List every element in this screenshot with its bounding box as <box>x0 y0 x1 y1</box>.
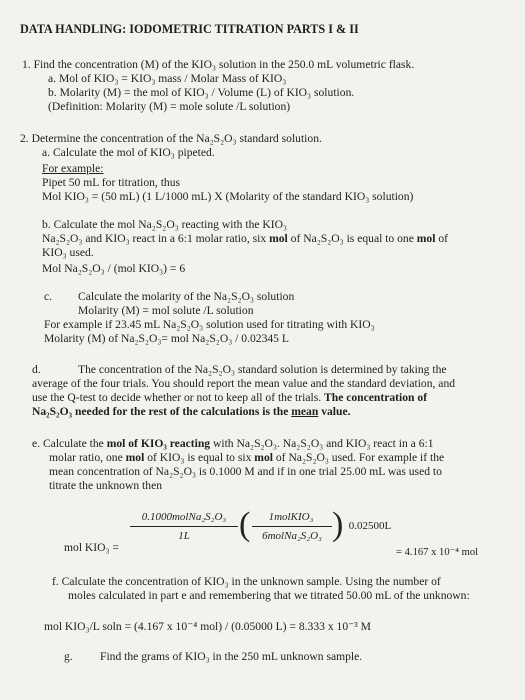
fraction-bar-2 <box>252 526 332 527</box>
e2-text-2: of KIO₃ is equal to six <box>144 451 255 464</box>
equation-lhs: mol KIO₃ = <box>64 541 120 554</box>
equation-volume: 0.02500L <box>348 520 392 532</box>
question-1b: b. Molarity (M) = the mol of KIO₃ / Volume (L) of KIO₃ solution. <box>48 86 355 99</box>
titration-example: For example if 23.45 mL Na₂S₂O₃ solution used for titrating with KIO₃ <box>44 318 375 331</box>
question-2d-letter: d. <box>32 363 41 376</box>
mean-underlined: mean <box>291 405 319 418</box>
mol-kio3-formula: Mol KIO₃ = (50 mL) (1 L/1000 mL) X (Molarity of the standard KIO₃ solution) <box>42 190 414 203</box>
question-2a: a. Calculate the mol of KIO₃ pipeted. <box>42 146 215 159</box>
mean-needed-text: Na₂S₂O₃ needed for the rest of the calculations is the <box>32 405 292 418</box>
e2-text-1: molar ratio, one <box>49 451 126 464</box>
question-2d-line-2: average of the four trials. You should report the mean value and the standard deviation, and <box>32 377 456 390</box>
ratio-text-2: of Na₂S₂O₃ is equal to one <box>287 232 417 245</box>
ratio-mol-2: mol <box>416 232 436 245</box>
equation-result: = 4.167 x 10⁻⁴ mol <box>396 547 479 558</box>
e2-text-3: of Na₂S₂O₃ used. For example if the <box>272 451 445 464</box>
right-parenthesis: ) <box>332 506 344 543</box>
question-2e-line-4: titrate the unknown then <box>49 479 163 492</box>
page-title: DATA HANDLING: IODOMETRIC TITRATION PARTS I & II <box>20 22 359 36</box>
question-1-definition: (Definition: Molarity (M) = mole solute /L solution) <box>48 100 291 113</box>
equation-numerator-2: 1molKIO₃ <box>268 511 314 523</box>
question-2d-line-4 <box>32 405 351 418</box>
question-2f-line-1: f. Calculate the concentration of KIO₃ in the unknown sample. Using the number of <box>52 575 441 588</box>
question-2d-line-3 <box>32 391 427 404</box>
ratio-text-1: Na₂S₂O₃ and KIO₃ react in a 6:1 molar ratio, six <box>42 232 270 245</box>
question-1: 1. Find the concentration (M) of the KIO₃ solution in the 250.0 mL volumetric flask. <box>22 58 415 71</box>
example-label: For example: <box>42 162 104 175</box>
molarity-definition: Molarity (M) = mol solute /L solution <box>78 304 254 317</box>
ratio-text-3: of <box>435 232 449 245</box>
question-2b: b. Calculate the mol Na₂S₂O₃ reacting with the KIO₃ <box>42 218 288 231</box>
value-text: value. <box>318 405 351 418</box>
question-2c-letter: c. <box>44 290 53 303</box>
e2-mol-1: mol <box>125 451 145 464</box>
fraction-bar-1 <box>130 526 238 527</box>
e2-mol-2: mol <box>254 451 273 464</box>
e-text-1: e. Calculate the <box>32 437 107 450</box>
kio3-concentration-calculation: mol KIO₃/L soln = (4.167 x 10⁻⁴ mol) / (0.05000 L) = 8.333 x 10⁻³ M <box>44 620 371 633</box>
concentration-bold: The concentration of <box>324 391 428 404</box>
molar-ratio-line <box>42 232 448 245</box>
question-1a: a. Mol of KIO₃ = KIO₃ mass / Molar Mass of KIO₃ <box>48 72 287 85</box>
equation-denominator-1: 1L <box>178 530 190 542</box>
question-2e-line-1 <box>32 437 434 450</box>
equation-denominator-2: 6molNa₂S₂O₃ <box>262 530 322 542</box>
mol-ratio-equation: Mol Na₂S₂O₃ / (mol KIO₃) = 6 <box>42 262 186 275</box>
question-2c: Calculate the molarity of the Na₂S₂O₃ solution <box>78 290 295 303</box>
question-2g: Find the grams of KIO₃ in the 250 mL unknown sample. <box>100 650 363 663</box>
question-2e-line-3: mean concentration of Na₂S₂O₃ is 0.1000 M and if in one trial 25.00 mL was used to <box>49 465 442 478</box>
left-parenthesis: ( <box>239 506 251 543</box>
pipet-line: Pipet 50 mL for titration, thus <box>42 176 181 189</box>
molarity-formula: Molarity (M) of Na₂S₂O₃= mol Na₂S₂O₃ / 0.02345 L <box>44 332 289 345</box>
kio3-used-line: KIO₃ used. <box>42 246 94 259</box>
equation-numerator-1: 0.1000molNa₂S₂O₃ <box>141 511 227 523</box>
question-2d-line-1: The concentration of the Na₂S₂O₃ standard solution is determined by taking the <box>78 363 447 376</box>
question-2e-line-2 <box>49 451 444 464</box>
question-2: 2. Determine the concentration of the Na₂S₂O₃ standard solution. <box>20 132 322 145</box>
question-2g-letter: g. <box>64 650 73 663</box>
question-2f-line-2: moles calculated in part e and remembering that we titrated 50.00 mL of the unknown: <box>68 589 470 602</box>
e-bold-1: mol of KIO₃ reacting <box>106 437 211 450</box>
e-text-2: with Na₂S₂O₃. Na₂S₂O₃ and KIO₃ react in a 6:1 <box>210 437 434 450</box>
qtest-text: use the Q-test to decide whether or not to keep all of the trials. <box>32 391 325 404</box>
ratio-mol-1: mol <box>269 232 288 245</box>
